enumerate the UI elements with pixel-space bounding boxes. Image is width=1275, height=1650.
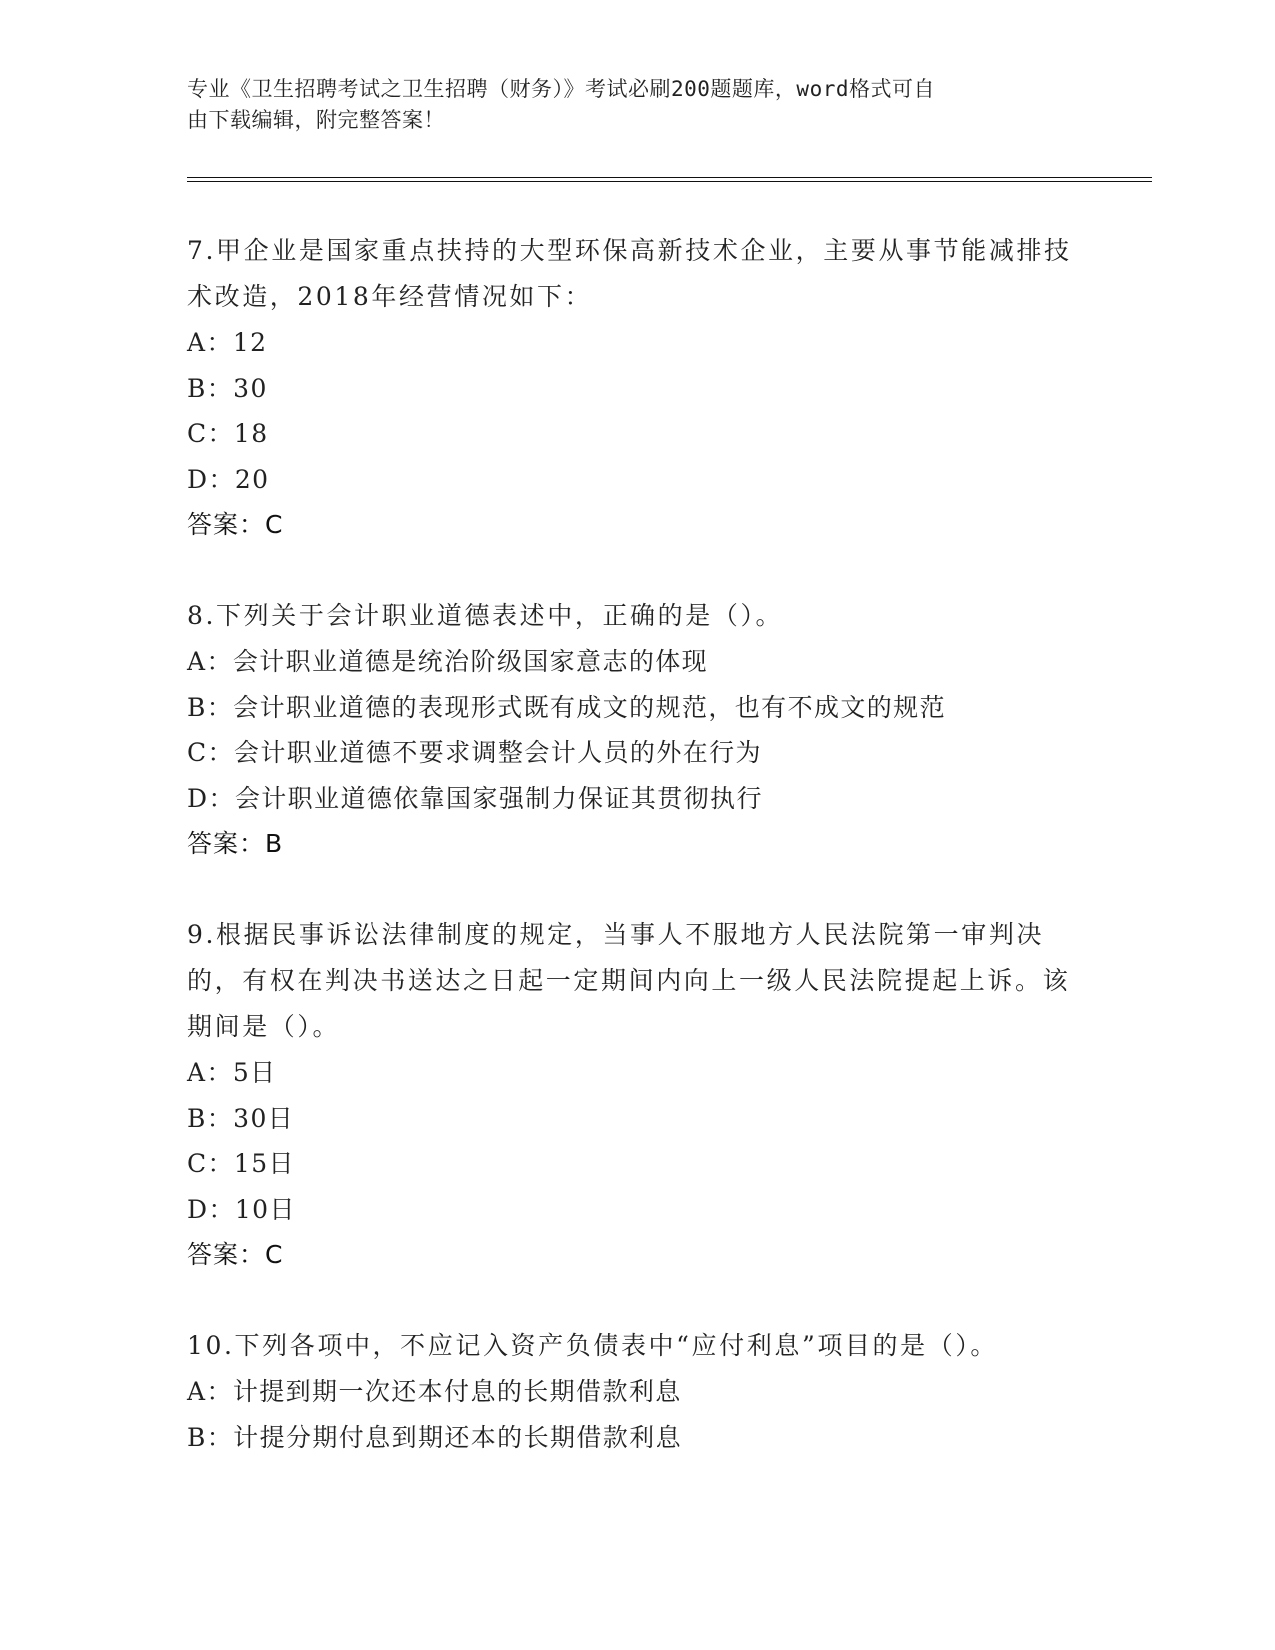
option-a: A：会计职业道德是统治阶级国家意志的体现 — [187, 647, 709, 676]
option-a: A：5日 — [187, 1058, 277, 1087]
question-9 — [187, 912, 1087, 1277]
question-stem: 7.甲企业是国家重点扶持的大型环保高新技术企业，主要从事节能减排技术改造，2018年经营情况如下： — [187, 236, 1072, 311]
option-a: A：12 — [187, 328, 268, 357]
question-list — [187, 228, 1087, 1506]
header-line-2: 由下载编辑，附完整答案！ — [187, 108, 445, 132]
question-7 — [187, 228, 1087, 547]
question-stem: 8.下列关于会计职业道德表述中，正确的是（）。 — [187, 601, 784, 630]
option-d: D：10日 — [187, 1194, 296, 1224]
option-b: B：30 — [187, 373, 268, 403]
option-b: B：30日 — [187, 1103, 295, 1133]
question-8 — [187, 593, 1087, 866]
option-d: D：会计职业道德依靠国家强制力保证其贯彻执行 — [187, 783, 763, 813]
document-header — [187, 74, 1067, 136]
header-divider-top — [187, 177, 1152, 178]
answer-line: 答案：B — [187, 829, 284, 858]
question-stem: 9.根据民事诉讼法律制度的规定，当事人不服地方人民法院第一审判决的，有权在判决书送达之日起一定期间内向上一级人民法院提起上诉。该期间是（）。 — [187, 920, 1071, 1041]
answer-line: 答案：C — [187, 510, 284, 539]
option-b: B：计提分期付息到期还本的长期借款利息 — [187, 1422, 682, 1452]
option-b: B：会计职业道德的表现形式既有成文的规范，也有不成文的规范 — [187, 692, 946, 722]
header-line-1: 专业《卫生招聘考试之卫生招聘（财务）》考试必刷200题题库，word格式可自 — [187, 77, 935, 101]
question-10 — [187, 1323, 1087, 1460]
option-d: D：20 — [187, 464, 270, 494]
header-divider-bottom — [187, 181, 1152, 182]
option-a: A：计提到期一次还本付息的长期借款利息 — [187, 1377, 682, 1406]
option-c: C：15日 — [187, 1149, 295, 1178]
option-c: C：18 — [187, 419, 269, 448]
question-stem: 10.下列各项中，不应记入资产负债表中“应付利息”项目的是（）。 — [187, 1331, 999, 1360]
answer-line: 答案：C — [187, 1240, 284, 1269]
option-c: C：会计职业道德不要求调整会计人员的外在行为 — [187, 738, 762, 767]
